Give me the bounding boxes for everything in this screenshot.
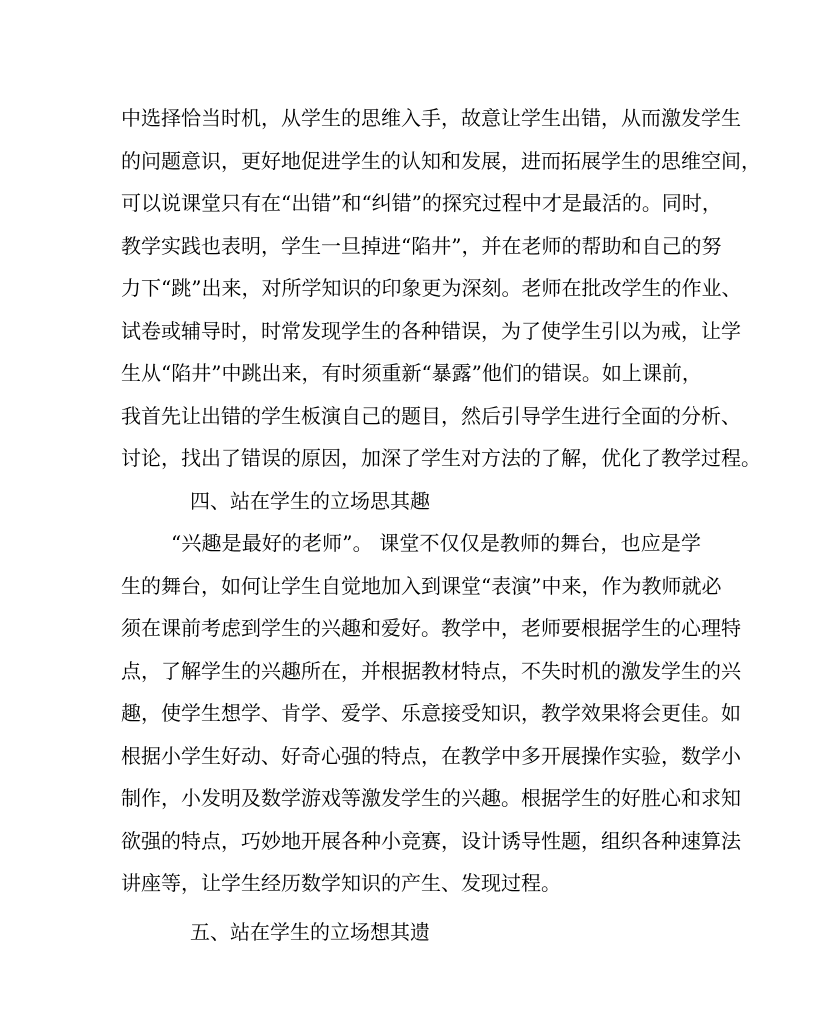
section-heading-4: 四、站在学生的立场思其趣 xyxy=(190,488,430,513)
paragraph-2-line-7: 制作，小发明及数学游戏等激发学生的兴趣。根据学生的好胜心和求知 xyxy=(121,786,741,810)
paragraph-2-line-5: 趣，使学生想学、肯学、爱学、乐意接受知识，教学效果将会更佳。如 xyxy=(121,701,741,725)
paragraph-1-line-7: 生从“陷井”中跳出来，有时须重新“暴露”他们的错误。如上课前， xyxy=(121,361,702,385)
section-heading-5: 五、站在学生的立场想其遗 xyxy=(190,919,430,944)
paragraph-2-line-9: 讲座等，让学生经历数学知识的产生、发现过程。 xyxy=(121,871,561,895)
paragraph-1-line-8: 我首先让出错的学生板演自己的题目，然后引导学生进行全面的分析、 xyxy=(121,403,741,428)
paragraph-1-line-3: 可以说课堂只有在“出错”和“纠错”的探究过程中才是最活的。同时， xyxy=(121,191,722,215)
paragraph-1-line-1: 中选择恰当时机，从学生的思维入手，故意让学生出错，从而激发学生 xyxy=(121,106,741,130)
paragraph-2-line-1: “兴趣是最好的老师”。 课堂不仅仅是教师的舞台，也应是学 xyxy=(171,531,701,555)
paragraph-1-line-5: 力下“跳”出来，对所学知识的印象更为深刻。老师在批改学生的作业、 xyxy=(121,276,742,300)
paragraph-2-line-3: 须在课前考虑到学生的兴趣和爱好。教学中，老师要根据学生的心理特 xyxy=(121,616,741,640)
paragraph-2-line-6: 根据小学生好动、好奇心强的特点，在教学中多开展操作实验，数学小 xyxy=(121,743,741,768)
paragraph-1-line-9: 讨论，找出了错误的原因，加深了学生对方法的了解，优化了教学过程。 xyxy=(121,446,761,470)
paragraph-1-line-2: 的问题意识，更好地促进学生的认知和发展，进而拓展学生的思维空间， xyxy=(121,148,761,173)
paragraph-2-line-2: 生的舞台，如何让学生自觉地加入到课堂“表演”中来，作为教师就必 xyxy=(121,573,722,598)
paragraph-1-line-4: 教学实践也表明，学生一旦掉进“陷井”，并在老师的帮助和自己的努 xyxy=(121,233,722,258)
paragraph-2-line-4: 点，了解学生的兴趣所在，并根据教材特点，不失时机的激发学生的兴 xyxy=(121,658,741,683)
paragraph-2-line-8: 欲强的特点，巧妙地开展各种小竞赛，设计诱导性题，组织各种速算法 xyxy=(121,828,741,853)
paragraph-1-line-6: 试卷或辅导时，时常发现学生的各种错误，为了使学生引以为戒，让学 xyxy=(121,318,741,343)
